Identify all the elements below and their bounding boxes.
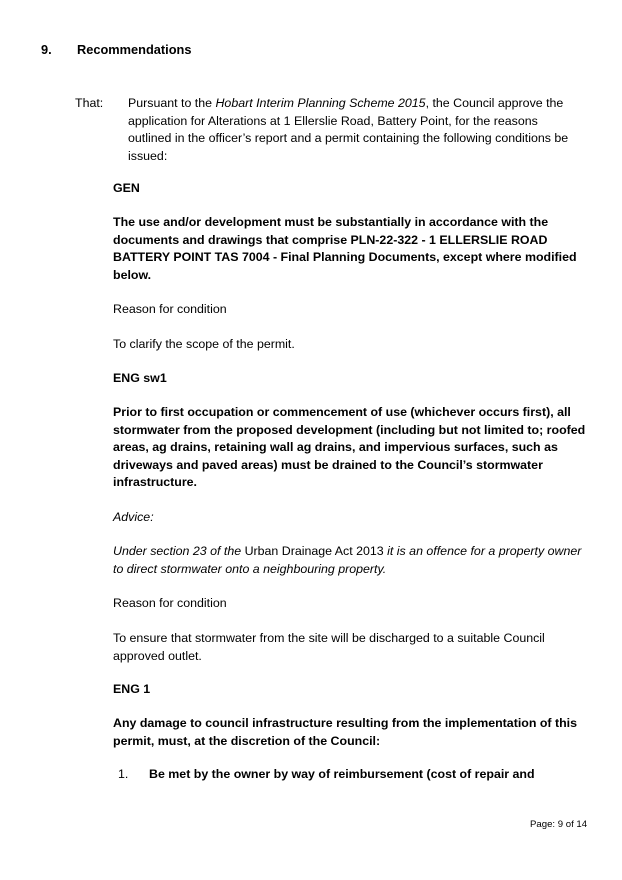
eng-sw1-reason-label: Reason for condition — [113, 596, 227, 610]
list-item-number: 1. — [118, 767, 129, 781]
list-item: Be met by the owner by way of reimbursement (cost of repair and — [149, 767, 535, 781]
gen-reason: To clarify the scope of the permit. — [113, 337, 295, 351]
section-heading — [41, 41, 192, 59]
gen-code: GEN — [113, 181, 140, 195]
intro-paragraph — [128, 95, 573, 165]
eng-sw1-advice-label: Advice: — [113, 510, 154, 524]
eng-sw1-code: ENG sw1 — [113, 371, 167, 385]
section-number: 9. — [41, 42, 52, 57]
eng-sw1-advice — [113, 543, 588, 578]
advice-after: it is an offence for a property owner to direct stormwater onto a neighbouring property. — [113, 544, 582, 576]
intro-text-before: Pursuant to the — [128, 96, 216, 110]
intro-text-after: , the Council approve the application for Alterations at 1 Ellerslie Road, Battery Point, for the reasons outlined in the officer’s report and a permit containing the following conditions be issued: — [128, 96, 569, 163]
that-label: That: — [75, 96, 104, 110]
section-title: Recommendations — [77, 42, 192, 57]
eng-sw1-text: Prior to first occupation or commencement of use (whichever occurs first), all stormwater from the proposed development (including but not limited to; roofed areas, ag drains, retaining wall ag drains, and impervious surfaces, such as driveways and paved areas) must be drained to the Council’s stormwater infrastructure. — [113, 405, 586, 489]
eng-1-code: ENG 1 — [113, 682, 151, 696]
advice-act: Urban Drainage Act 2013 — [244, 544, 384, 558]
advice-before: Under section 23 of the — [113, 544, 245, 558]
scheme-name: Hobart Interim Planning Scheme 2015 — [215, 96, 426, 110]
gen-reason-label: Reason for condition — [113, 302, 227, 316]
page-number: Page: 9 of 14 — [530, 819, 588, 830]
eng-1-text: Any damage to council infrastructure resulting from the implementation of this permit, must, at the discretion of the Council: — [113, 716, 578, 748]
gen-text: The use and/or development must be substantially in accordance with the documents and drawings that comprise PLN-22-322 - 1 ELLERSLIE ROAD BATTERY POINT TAS 7004 - Final Planning Documents, except where modified below. — [113, 215, 577, 282]
eng-sw1-reason: To ensure that stormwater from the site will be discharged to a suitable Council approved outlet. — [113, 631, 545, 663]
